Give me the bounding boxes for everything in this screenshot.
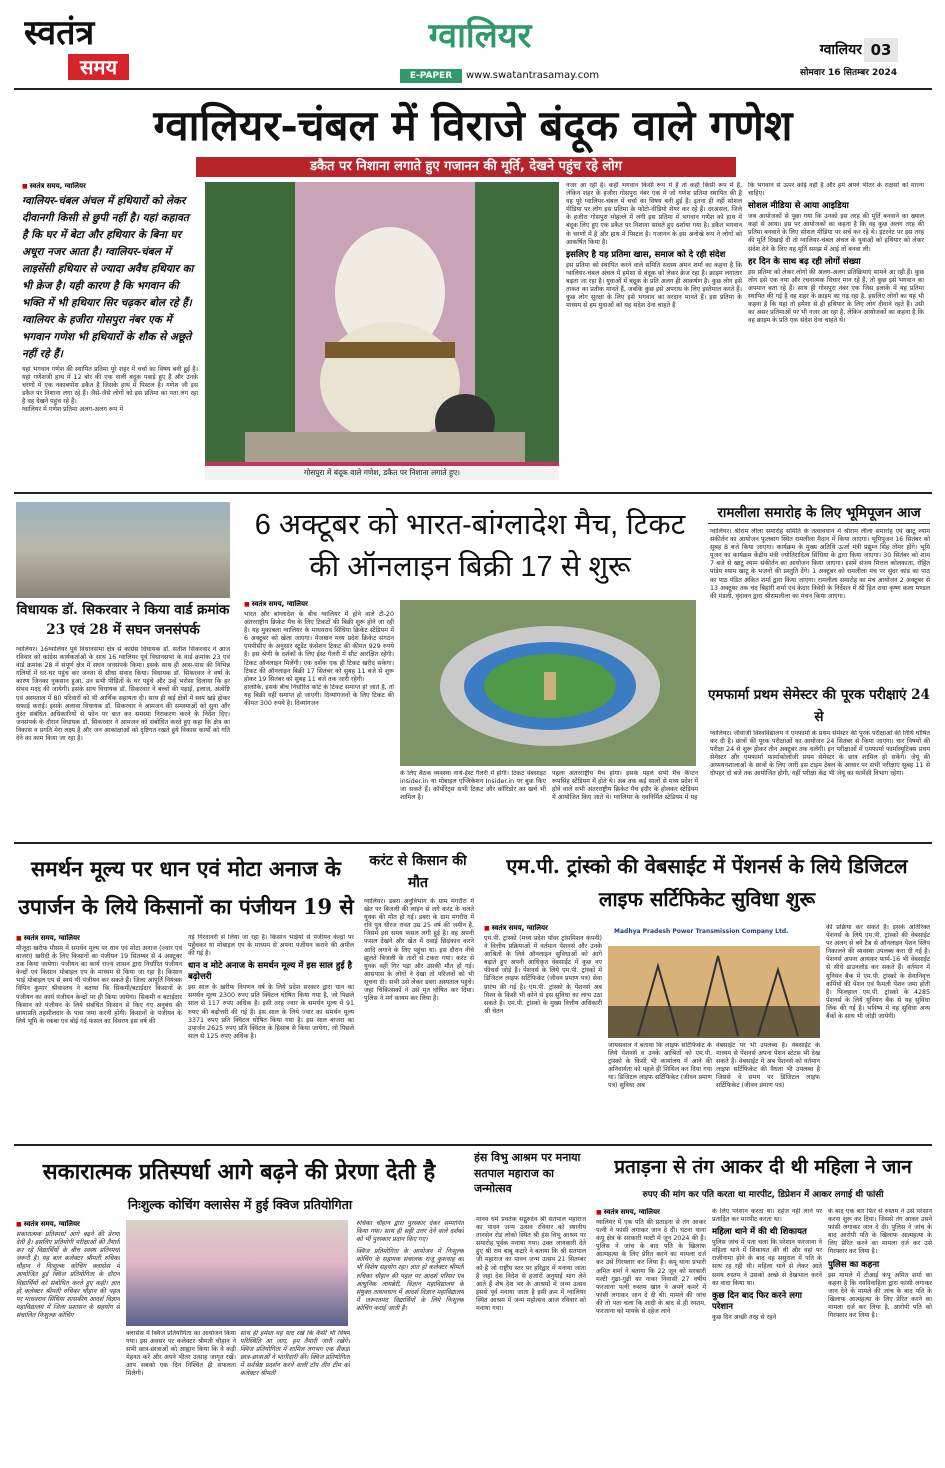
quiz-col2: क्लासेस में क्विज प्रतियोगिता का आयोजन किया गया। इस अवसर पर कलेक्टर श्रीमती चौहान ने सभी छात्र-छात्राओं को आह्वान किया कि वे कड़ी मेहनत करें और अपने भीतर उत्साह जागृत रखें। आप सबको एक दिन निश्चित ही सफलता मिलेगी। xyxy=(126,1330,236,1378)
dowry-subhead: रुपए की मांग कर पति करता था मारपीट, डिप्रेशन में आकर लगाई थी फांसी xyxy=(642,1190,884,1200)
ganesh-photo-icon xyxy=(205,182,559,462)
dowry-byline: ■ स्वतंत्र समय, ग्वालियर xyxy=(596,1208,706,1217)
quiz-subhead: निःशुल्क कोचिंग क्लासेस में हुई क्विज प्रतियोगिता xyxy=(127,1197,353,1212)
ramleela-headline: रामलीला समारोह के लिए भूमिपूजन आज xyxy=(708,502,930,524)
dowry-subhead4: पुलिस का कहना xyxy=(828,1259,880,1270)
cricket-byline: ■ स्वतंत्र समय, ग्वालियर xyxy=(244,600,394,609)
quiz-col4 xyxy=(356,1220,464,1460)
mptransco-col1 xyxy=(484,924,602,1138)
lead-rule xyxy=(14,492,932,494)
quiz-col4b-text: क्विज प्रतियोगिता के आयोजन में निःशुल्क कोचिंग के सहायक संचालक राजू कुशवाह का भी विशेष सहयोग रहा। ज्ञात हो कलेक्टर श्रीमती रुचिका चौहान की पहल पर आदर्श परिसर एवं आधुनिक लायब्रेरी, विज्ञान महाविद्यालय के संयुक्त तत्वावधान में आदर्श विज्ञान महाविद्यालय में जरूरतमंद विद्यार्थियों के लिये निःशुल्क कोचिंग कराई जाती है। xyxy=(356,1248,464,1312)
quiz-col3: साथ ही हमेशा यह याद रखें कि कैसी भी विषम परिस्थिति आ जाए, हम तैयारी जारी रखेंगे। क्विज प्रतियोगिता में शामिल लगभग एक सैंकड़ा छात्र-छात्राओं ने भागीदारी की। क्विज प्रतियोगिता में सर्वश्रेष्ठ प्रदर्शन करने वाली टॉप तीन टीम को कलेक्टर श्रीमती xyxy=(240,1330,350,1378)
mla-photo xyxy=(16,502,230,598)
mptransco-byline: ■ स्वतंत्र समय, ग्वालियर xyxy=(484,924,602,933)
mptransco-col1-text: एम.पी. ट्रांस्को (मध्य प्रदेश पॉवर ट्रांसमिशन कंपनी) ने वित्तीय प्रक्रियाओं में वर्तमान पेंशनर्स और उनके आश्रितों के लिये ऑनलाइन सुविधाओं को आगे बढ़ाते हुए अपनी आधिकृत वेबसाईट में कुछ नए फीचर्स जोड़े हैं। पेंशनर्स के लिये एम.पी. ट्रांस्को में डिजिटल लाइफ सर्टिफिकेट (जीवन प्रमाण पत्र) सेवा प्रारंभ की गई है। एम.पी. ट्रांस्को के पेंशनर्स अब विश्व के किसी भी कोने से इस सुविधा का लाभ उठा सकते हैं। एम.पी. ट्रांस्को के मुख्य वित्तीय अधिकारी श्री चेतन xyxy=(484,935,602,1015)
logo-bottom: समय xyxy=(68,54,129,80)
lead-col4-text: कि भगवान से ऊपर कोई नहीं है और हमें अपने भीतर के राक्षसों को मारना चाहिए। xyxy=(748,182,924,198)
quiz-byline: ■ स्वतंत्र समय, ग्वालियर xyxy=(16,1220,120,1229)
pharma-headline: एमफार्मा प्रथम सेमेस्टर की पूरक परीक्षाएं 24 से xyxy=(708,687,930,725)
dowry-col2 xyxy=(712,1208,822,1460)
website-screenshot-title: Madhya Pradesh Power Transmission Company Ltd. xyxy=(608,924,820,946)
paddy-col2 xyxy=(188,934,354,1138)
mla-headline: विधायक डॉ. सिकरवार ने किया वार्ड क्रमांक 23 एवं 28 में सघन जनसंपर्क xyxy=(16,602,230,638)
cricket-headline: 6 अक्टूबर को भारत-बांग्लादेश मैच, टिकट की ऑनलाइन बिक्री 17 से शुरू xyxy=(254,509,686,583)
dowry-col2b-text: पुलिस जांच में पता चला कि परेशान फरजाना ने महिला थाने में शिकायत की थी और वहां पर राजीनामा होने के बाद वह ससुराल में पति के साथ रह रही थी। महिला थाने से लेकर आते समय रुस्तम ने उसको अच्छे से देखभाल करने का वादा किया था। xyxy=(712,1239,822,1287)
dowry-col3b-text: इस मामले में टीआई कंपू अमित शर्मा का कहना है कि नवविवाहिता द्वारा फांसी लगाकर जान देने के मामले की जांच के बाद पति के खिलाफ आत्महत्या के लिए प्रेरित करने का मामला दर्ज कर लिया है, आरोपी पति को गिरफ्तार कर लिया है। xyxy=(828,1271,932,1320)
lead-photo xyxy=(205,182,559,480)
lead-col3-subhead: इसलिए है यह प्रतिमा खास, समाज को दे रही संदेश xyxy=(566,249,726,260)
quiz-photo xyxy=(126,1220,348,1326)
website-screenshot xyxy=(608,924,820,1038)
lead-col3b-text: इस प्रतिमा को स्थापित करने वाले समिति सदस्य अमन शर्मा का कहना है कि ग्वालियर-चंबल अंचल में हमेशा से बंदूक को लेकर क्रेज रहा है। क्राइम लगातार बढ़ता जा रहा है। युवाओं में बंदूक के प्रति अलग ही आकर्षण है। कुछ लोग इसे ताकत का प्रतीक मानते हैं, जबकि कुछ इसे अपराध के लिए इस्तेमाल करते हैं। कुछ लोग सुरक्षा के लिए इसे भगवान का वरदान मानते हैं। इस प्रतिमा के माध्यम से हम युवाओं को यह संदेश देना चाहते हैं xyxy=(566,261,742,310)
page-city: ग्वालियर xyxy=(819,42,862,58)
cricket-col2: हालांकि, इसके बीच निर्धारित कोटे के टिकट समाप्त हो जाते हैं, तो यह बिक्री वहीं समाप्त हो जाएगी। दिव्यांगजनों के लिए टिकट की कीमत 300 रुपये है। दिव्यांगजन xyxy=(244,683,394,708)
issue-date: सोमवार 16 सितम्बर 2024 xyxy=(800,68,898,78)
paddy-byline: ■ स्वतंत्र समय, ग्वालियर xyxy=(16,934,182,943)
lead-col4-subhead: सोशल मीडिया से आया आइडिया xyxy=(748,201,849,212)
farmer-body: ग्वालियर। डबरा अनुविभाग के ग्राम मंगरौरा में खेत पर बिजली की लाइन से लगे करंट के चलते युवक की मौत हो गई। डबरा के ग्राम मंगरौरा में रवि पुत्र धीरज रावत उम्र 25 वर्ष की जमीन है, जिसमें इस समय फसल लगी हुई है। वह अपनी फसल देखने और खेत में दवाई छिड़काव करने आदि लगाने के लिए पहुंचा था। इस दौरान नीचे झूलते बिजली के तारों से टकरा गया। करंट से युवक वहीं गिर पड़ा और उसकी मौत हो गई। आसपास के लोगों ने देखा तो परिजनों को भी सूचना दी। सभी उसे लेकर डबरा अस्पताल पहुंचे। जहां चिकित्सकों ने उसे मृत घोषित कर दिया। पुलिस ने मर्ग कायम कर लिया है। xyxy=(364,898,474,1003)
dowry-subhead3: कुछ दिन बाद फिर करने लगा परेशान xyxy=(712,1290,802,1312)
paddy-col1-text: मौजूदा खरीफ मौसम में समर्थन मूल्य पर धान एवं मोटा अनाज (ज्वार एवं बाजरा) खरीदी के लिए किसानों का पंजीयन 19 सितम्बर से 4 अक्टूबर तक किया जायेगा। पंजीयन का कार्य राज्य शासन द्वारा निर्धारित पंजीयन केन्द्रों एवं किसान मोबाइल एप के माध्यम से किया जा रहा है। किसान भाई मोबाइल एप से स्वयं भी पंजीयन कर सकते हैं। जिला आपूर्ति नियंत्रक विपिन कुमार श्रीवास्तव ने बताया कि सिकमी/बटाईदार किसानों के पंजीयन का कार्य पंजीयन केन्द्रों पर ही किया जायेगा। सिकमी व बटाईदार किसान को पंजीयन के लिये संबंधित किसान से किए गए अनुबंध की छायाप्रति तहसीलदार के पास जमा करनी होगी। किसानों के पंजीयन के लिये भूमि के रकबा एवं बोई गई फसल का विवरण इस वर्ष की xyxy=(16,945,182,1025)
cricket-col1 xyxy=(244,600,394,836)
ashram-headline: हंस विभु आश्रम पर मनाया सतपाल महाराज का जन्मोत्सव xyxy=(474,1151,581,1195)
dowry-col2-text: के लिए परेशान करता था। दहेज नहीं लाने पर प्रताड़ित कर मारपीट करता था। xyxy=(712,1208,822,1224)
lower-rule xyxy=(14,1144,932,1146)
quiz-col1 xyxy=(16,1220,120,1460)
paddy-col1 xyxy=(16,934,182,1138)
edition-title: ग्वालियर xyxy=(428,16,532,56)
lead-body1: यहां भगवान गणेश की स्थापित प्रतिमा पूरे शहर में चर्चा का विषय बनी हुई है। यहां गणेशजी हाथ में 12 बोर की एक नाली बंदूक पकड़े हुए हैं और उनके चरणों में एक नकाबपोश डकैत है जिसके हाथ में पिस्टल है। गणेश जी इस डकैत पर निशाना लगा रहे हैं। जैसे-जैसे लोगों को इस प्रतिमा का पता लग रहा है वह देखने पहुंच रहे हैं। xyxy=(22,366,198,406)
page-number: 03 xyxy=(864,38,898,62)
lead-col3-text: नजर आ रही है। कहीं भगवान किसी रूप में हैं तो कहीं किसी रूप में हैं, लेकिन शहर के हजीरा गोसपुरा नंबर एक में जो गणेश प्रतिमा स्थापित की है वह पूरे ग्वालियर-चंबल में चर्चा का विषय बनी हुई है। इतना ही नहीं सोशल मीडिया पर लोग इस प्रतिमा के फोटो-वीडियो शेयर कर रहे हैं। दरअसल, जिले के हजीरा गोसपुरा मोहल्ले में लगी इस प्रतिमा में भगवान गणेश को हाथ में बंदूक लिए हुए एक डकैत पर निशाना साधते हुए दर्शाया गया है। डकैत भगवान के चरणों में है और हाथ में पिस्टल है। गजानन के इस अनोखे रूप ने लोगों को आकर्षित किया है। xyxy=(566,182,742,246)
pharma-body: ग्वालियर। जीवाजी विश्वविद्यालय ने एमफार्मा के प्रथम सेमेस्टर की पूरक परीक्षाओं की तिथि घोषित कर दी है। छात्रों की पूरक परीक्षाओं का आयोजन 24 सितंबर से किया जाएगा। चार विषयों की परीक्षा 24 से शुरू होकर तीन अक्टूबर तक चलेंगी। इन परीक्षाओं में एमफार्मा फार्मास्यूटिक्स प्रथम सेमेस्टर और एमफार्मा फार्माकोलॉजी प्रथम सेमेस्टर के छात्र शामिल हो सकेंगे। जेयू की अध्ययनशालाओं के छात्रों के लिए जारी इस टाइम टेबल के आधार पर सभी परीक्षाएं सुबह 11 से दोपहर दो बजे तक आयोजित होगी, वहीं परीक्षा केंद्र भी जेयू का फार्मेसी विभाग रहेगा। xyxy=(710,730,930,778)
logo-top: स्वतंत्र xyxy=(24,14,95,53)
power-tower-photo-icon xyxy=(608,946,820,1038)
dowry-col2c-text: कुछ दिन अच्छी तरह से रहने xyxy=(712,1313,777,1321)
epaper-label: E-PAPER xyxy=(400,69,462,83)
ramleela-body: ग्वालियर। श्रीराम लीला समारोह समिति के तत्वावधान में श्रीराम लीला समारोह एवं खाटू श्याम संकीर्तन का आयोजन फूलबाग स्थित रामलीला मैदान में किया जाएगा। भूमिपूजन 16 सितंबर को सुबह 8 बजे किया जाएगा। कार्यक्रम के मुख्य अतिथि ऊर्जा मंत्री प्रद्युम्न सिंह तोमर होंगे। भूमि पूजन का कार्यक्रम केंद्रीय मंत्री ज्योतिरादित्य सिंधिया के द्वारा किया जाएगा। 30 सितंबर को शाम 7 बजे से खाटू श्याम संकीर्तन का आयोजन किया जाएगा। इसमें संजय मित्तल कोलकाता, रोहित पांडेय श्याम खाटू के भजनों की प्रस्तुति देंगे। 1 अक्टूबर को रामलीला मंच पर सुंदर कांड का पाठ का पाठ पंडित अंकित शर्मा द्वारा किया जाएगा। रामलीला समारोह का मंच आयोजन 2 अक्टूबर से 13 अक्टूबर तक चंद बिहारी शर्मा एवं केदार त्रिवेदी के निर्देशन में श्री हित राधा कृष्ण कला मण्डल की मंडली, वृंदावन द्वारा श्रीरामलीला का मंचन किया जाएगा। xyxy=(710,528,930,600)
paddy-col2-text: गई गिरदावरी से लिया जा रहा है। किसान भाईयों से पंजीयन केन्द्रों पर पहुँचकर या मोबाइल एप के माध्यम से अपना पंजीयन कराने की अपील की गई है। xyxy=(188,934,354,958)
dowry-headline: प्रताड़ना से तंग आकर दी थी महिला ने जान xyxy=(614,1156,912,1178)
mptransco-headline: एम.पी. ट्रांस्को की वेबसाईट में पेंशनर्स के लिये डिजिटल लाइफ सर्टिफिकेट सुविधा शुरू xyxy=(506,854,908,911)
quiz-col4-text: रुचिका चौहान द्वारा पुरस्कार देकर सम्मानित किया गया। साथ ही सही उत्तर देने वाले दर्शकों को भी पुरस्कार प्रदान किए गए। xyxy=(356,1220,464,1244)
logo xyxy=(24,14,174,82)
lead-subhead: डकैत पर निशाना लगाते हुए गजानन की मूर्ति, देखने पहुंच रहे लोग xyxy=(196,157,736,177)
lead-col3 xyxy=(566,182,742,482)
lead-photo-caption: गोसपुरा में बंदूक वाले गणेश, डकैत पर निशाना लगाते हुए। xyxy=(205,466,559,480)
cricket-col3: के लिए बैठक व्यवस्था नार्थ-ईस्ट गैलरी में होगी। टिकट वेबसाइट insider.in या मोबाइल एप्लिकेशन Insider.in पर बुक किए जा सकते हैं। कॉर्पोरेट्स सभी टिकट और कॉरिडोर का खर्च भी शामिल है। xyxy=(400,770,546,802)
dowry-col3-text: के बाद एक बार फिर से रुस्तम ने उसे परेशान करना शुरू कर दिया। जिससे तंग आकर उसने फांसी लगाकर जान दे दी। पुलिस ने जांच के बाद आरोपी पति के खिलाफ आत्महत्या के लिए प्रेरित करने का मामला दर्ज कर उसे गिरफ्तार कर लिया है। xyxy=(828,1208,932,1256)
lead-col1 xyxy=(22,182,198,482)
quiz-intro: सकारात्मक प्रतिस्पर्धा आगे बढ़ने की प्रेरणा देती है। इसलिए प्रतियोगी परीक्षाओं की तैयारी कर रहे विद्यार्थियों के बीच स्वस्थ प्रतिस्पर्धा जरूरी है। यह बात कलेक्टर श्रीमती रुचिका चौहान ने निःशुल्क कोचिंग क्लासेस में आयोजित हुई क्विज प्रतियोगिता के दौरान विद्यार्थियों को संबोधित करते हुए कही। ज्ञात हो कलेक्टर श्रीमती रुचिका चौहान की पहल पर माधवराव सिंधिया शासकीय आदर्श विज्ञान महाविद्यालय में जिला प्रशासन के सहयोग से संचालित निःशुल्क कोचिंग xyxy=(16,1231,120,1319)
mptransco-col2: जायसवाल ने बताया कि लाइफ सर्टिफिकेट के लिये पेंशनर्स व उनके आश्रितों को एम.पी. ट्रांस्को के किसी भी कार्यालय में आने की अनिवार्यता को पहले ही शिथिल कर दिया गया था। डिजिटल लाइफ सर्टिफिकेट (जीवन प्रमाण पत्र) सुविधा अब xyxy=(608,1042,712,1090)
lead-col4c-text: इस प्रतिमा को लेकर लोगों की अलग-अलग प्रतिक्रियाएं सामने आ रही हैं। कुछ लोग इसे एक नया और रचनात्मक विचार मान रहे हैं, तो कुछ इसे भगवान का अपमान बता रहे हैं। साथ ही गोसपुरा नंबर एक जिस इलाके में यह प्रतिमा स्थापित की गई है वह शहर के क्राइम का गढ़ रहा है, इसलिए लोगों का यह भी कहना है कि यहां तो हमेशा से ही हथियार के लिए लोग दीवाने रहते हैं। उसी का असर प्रतिमाओं पर भी नजर आ रहा है, लेकिन आयोजकों का कहना है कि वह क्राइम के प्रति एक संदेश देना चाहते थे। xyxy=(748,268,924,325)
stadium-photo xyxy=(400,600,696,766)
dowry-col3 xyxy=(828,1208,932,1460)
ashram-body: मानव धर्म प्रवर्तक सद्गुरुदेव श्री सतपाल महाराज का पावन जन्म उत्सव रविवार को स्थानीय तानसेन रोड लोको स्थित श्री हंस विभु आश्रम पर समारोह पूर्वक मनाया गया। उक्त जानकारी देते हुए श्री राम बाबू कटारे ने बताया कि श्री सतपाल जी महाराज का पावन जन्म उत्सव 21 सितम्बर को है जो राष्ट्रीय स्तर पर हरिद्वार में मनाया जाता है जहां देश विदेश से हजारों अनुयाई भाग लेने आते हैं शेष देश भर के आश्रमों में जन्म उत्सव इससे पूर्व मनाया जाता है इसी क्रम में ग्वालियर स्थित आश्रम में जन्म महोत्सव आज रविवार को मनाया गया। xyxy=(476,1216,586,1313)
masthead xyxy=(0,0,945,88)
mid-rule xyxy=(14,842,932,844)
mla-body: ग्वालियर। 16ग्वालियर पूर्व विधानसभा क्षेत्र से कांग्रेस विधायक डॉ. सतीश सिकरवार ने आज रविवार को कांग्रेस कार्यकर्ताओं के साथ 16 ग्वालियर पूर्व विधानसभा के वार्ड क्रमांक 23 एवं वार्ड क्रमांक 28 में संपूर्ण क्षेत्र में सघन जनसंपर्क किया। इसके साथ ही आस-पास की विभिन्न गलियों में घर-घर पहुंच कर जनता से सीधा संवाद किया। विधायक डॉ. सिकरवार ने वर्षा के कारण जिनका नुकसान हुआ, उन सभी पीड़ितों के घर पहुंचे और उन्हें भरोसा दिलाया कि हर संभव मदद की जायेगी। इसके साथ विधायक डॉ. सिकरवार ने बच्चों की पढ़ाई, इलाज, अंत्येष्टि एवं अस्पताल में 80 परिवारों को भी आर्थिक सहायता दी। साथ ही कई क्षेत्रों में स्वयं खड़े होकर सफाई कराई। इसके अलावा विधायक डॉ. सिकरवार ने आमजन की समस्याओं को सुना और तुरंत संबंधित अधिकारियों से फोन पर बात कर समस्या निराकरण करने के निर्देश दिए। जनसंपर्क के दौरान विधायक डॉ. सिकरवार ने आमजन को संबोधित करते हुए कहा कि क्षेत्र का विकास व प्रगति मेरा लक्ष्य है और जन आकांक्षाओं को दृष्टिगत रखते हुये विकास कार्यों को गति देने का काम किया जा रहा है। xyxy=(16,646,230,743)
lead-body1b: ग्वालियर में गणेश प्रतिमा अलग-अलग रूप में xyxy=(22,406,124,414)
farmer-headline: करंट से किसान की मौत xyxy=(369,853,467,891)
quiz-headline: सकारात्मक प्रतिस्पर्धा आगे बढ़ने की प्रेरणा देती है xyxy=(42,1159,436,1185)
cricket-col1-text: भारत और बांग्लादेश के बीच ग्वालियर में होने वाले टी-20 अंतरराष्ट्रीय क्रिकेट मैच के लिए टिकटों की बिक्री शुरू होने जा रही है। यह मुकाबला ग्वालियर के माधवराव सिंधिया क्रिकेट स्टेडियम में 6 अक्टूबर को खेला जाएगा। मेजबान मध्य प्रदेश क्रिकेट संगठन एमपीसीए के अनुसार स्टूडेंट कंसेशन टिकट की कीमत 929 रुपये है। इस श्रेणी के दर्शकों के लिए ईस्ट गैलरी में सीट आरक्षित रहेंगी। टिकट ऑनलाइन मिलेंगी। एक दर्शक एक ही टिकट खरीद सकेगा। टिकट की ऑनलाइन बिक्री 17 सितंबर को सुबह 11 बजे से शुरू होकर 19 सितंबर को सुबह 11 बजे तक जारी रहेगी। xyxy=(244,611,394,683)
website-link[interactable]: www.swatantrasamay.com xyxy=(466,70,600,81)
lead-col4 xyxy=(748,182,924,482)
dowry-col1 xyxy=(596,1208,706,1460)
mptransco-col4: की प्रक्रिया कर सकते हैं। इसके अतिरिक्त पेंशनर्स के लिये एम.पी. ट्रांस्को की वेबसाईट पर अलग से बने टैब से ऑनलाइन पेंशन स्लिप निकालने की व्यवस्था उपलब्ध करा दी गई है। पेंशनर्स अपना आयकर फार्म-16 भी वेबसाईट से सीधे डाउनलोड कर सकते हैं। वर्तमान में यूनियन बैंक में एम.पी. ट्रांस्को के सेवानिवृत्त कर्मियों की पेंशन एवं फैमली पेंशन जमा होती है। फिलहाल एम.पी. ट्रांस्को के 4285 पेंशनर्स के लिये यूनियन बैंक से यह सुविधा लिंक की गई है। भविष्य में यह सुविधा अन्य बैंकों के साथ भी जोड़ी जायेगी। xyxy=(826,924,930,1021)
paddy-col2b-text: इस साल के खरीफ विपणन वर्ष के लिये प्रदेश सरकार द्वारा धान का समर्थन मूल्य 2300 रुपए प्रति क्विंटल घोषित किया गया है, जो पिछले साल से 117 रुपए अधिक है। इसी तरह ज्वार के समर्थन मूल्य में 91 रुपए की बढ़ोत्तरी की गई है। इस साल के लिये ज्वार का समर्थन मूल्य 3371 रुपए प्रति क्विंटल घोषित किया गया है। इस साल बाजरा का उपार्जन 2625 रुपए प्रति क्विंटल के हिसाब से किया जायेगा, जो पिछले साल से 125 रुपए अधिक है। xyxy=(188,984,354,1040)
mptransco-col3: वेबसाईट पर भी उपलब्ध है। वेबसाईट के माध्यम से पेंशनर्स अपना पेंशन स्टेटस भी देख सकते हैं। वेबसाईट मे अब पेंशनर्स को वर्तमान लाइफ सर्टिफिकेट की वैधता भी उपलब्ध है जिससे वे समय पर डिजिटल लाइफ सर्टिफिकेट (जीवन प्रमाण पत्र) xyxy=(716,1042,820,1090)
lead-headline: ग्वालियर-चंबल में विराजे बंदूक वाले गणेश xyxy=(153,101,793,150)
lead-byline: ■ स्वतंत्र समय, ग्वालियर xyxy=(22,182,198,191)
paddy-headline: समर्थन मूल्य पर धान एवं मोटा अनाज के उपार्जन के लिये किसानों का पंजीयन 19 से xyxy=(18,856,354,919)
dowry-subhead2: महिला थाने में की थी शिकायत xyxy=(712,1227,807,1238)
stadium-photo-icon xyxy=(400,600,696,766)
dowry-col1-text: ग्वालियर में एक पति की प्रताड़ना से तंग आकर पत्नी ने फांसी लगाकर जान दे दी। घटना थाना कंपू क्षेत्र के सरकारी मल्टी में जून 2024 की है। पुलिस ने जांच के बाद पति के खिलाफ आत्महत्या के लिए प्रेरित करने का मामला दर्ज कर उसे गिरफ्तार कर लिया है। कंपू थाना प्रभारी अमित शर्मा ने बताया कि 22 जून को सरकारी मल्टी गुढ़ा-गुढ़ी का नाका निवासी 27 वर्षीय फरजाना पत्नी रुस्तम खान ने अपने कमरे में फांसी लगाकर जान दे दी थी। मामले की जांच की तो पता चला कि शादी के बाद से ही रुस्तम, फरजाना को मायके से दहेज लाने xyxy=(596,1219,706,1316)
lead-intro: ग्वालियर-चंबल अंचल में हथियारों को लेकर दीवानगी किसी से छुपी नहीं है। यहां कहावत है कि घर में बेटा और हथियार के बिना घर अधूरा नजर आता है। ग्वालियर-चंबल में लाइसेंसी हथियार से ज्यादा अवैध हथियार का भी क्रेज है। यही कारण है कि भगवान की भक्ति में भी हथियार सिर चढ़कर बोल रहे हैं। ग्वालियर के हजीरा गोसपुरा नंबर एक में भगवान गणेश भी हथियारों के शौक से अछूते नहीं रहे हैं। xyxy=(22,195,194,360)
paddy-subhead: धान व मोटे अनाज के समर्थन मूल्य में इस साल हुई है बढ़ोत्तरी xyxy=(188,961,353,983)
cricket-col4: पहला अंतरराष्ट्रीय मैच होगा। इसके पहले सभी मैच कैप्टन रूपसिंह स्टेडियम में होते थे। अब तक कई सालों से मध्य प्रदेश में होने वाले सभी अंतरराष्ट्रीय क्रिकेट मैच इंदौर के होलकर स्टेडियम में आयोजित किए जाते थे। ग्वालियर के नवनिर्मित स्टेडियम में यह xyxy=(552,770,698,802)
lead-col4b-text: जब आयोजकों से पूछा गया कि उनको इस तरह की मूर्ति बनवाने का ख्याल कहां से आया। इस पर आयोजकों का कहना है कि वह कुछ अलग तरह की प्रतिमा बनवाने के लिए सोशल मीडिया पर सर्च कर रहे थे। इंटरनेट पर इस तरह की मूर्ति दिखाई दी तो ग्वालियर-चंबल अंचल के युवाओं को हथियार को लेकर संदेश देने के लिए यह मूर्ति समझ में आई तो बनवा ली। xyxy=(748,213,924,253)
lead-col4-subhead2: हर दिन के साथ बढ़ रही लोगों संख्या xyxy=(748,256,861,267)
masthead-rule xyxy=(14,88,932,90)
